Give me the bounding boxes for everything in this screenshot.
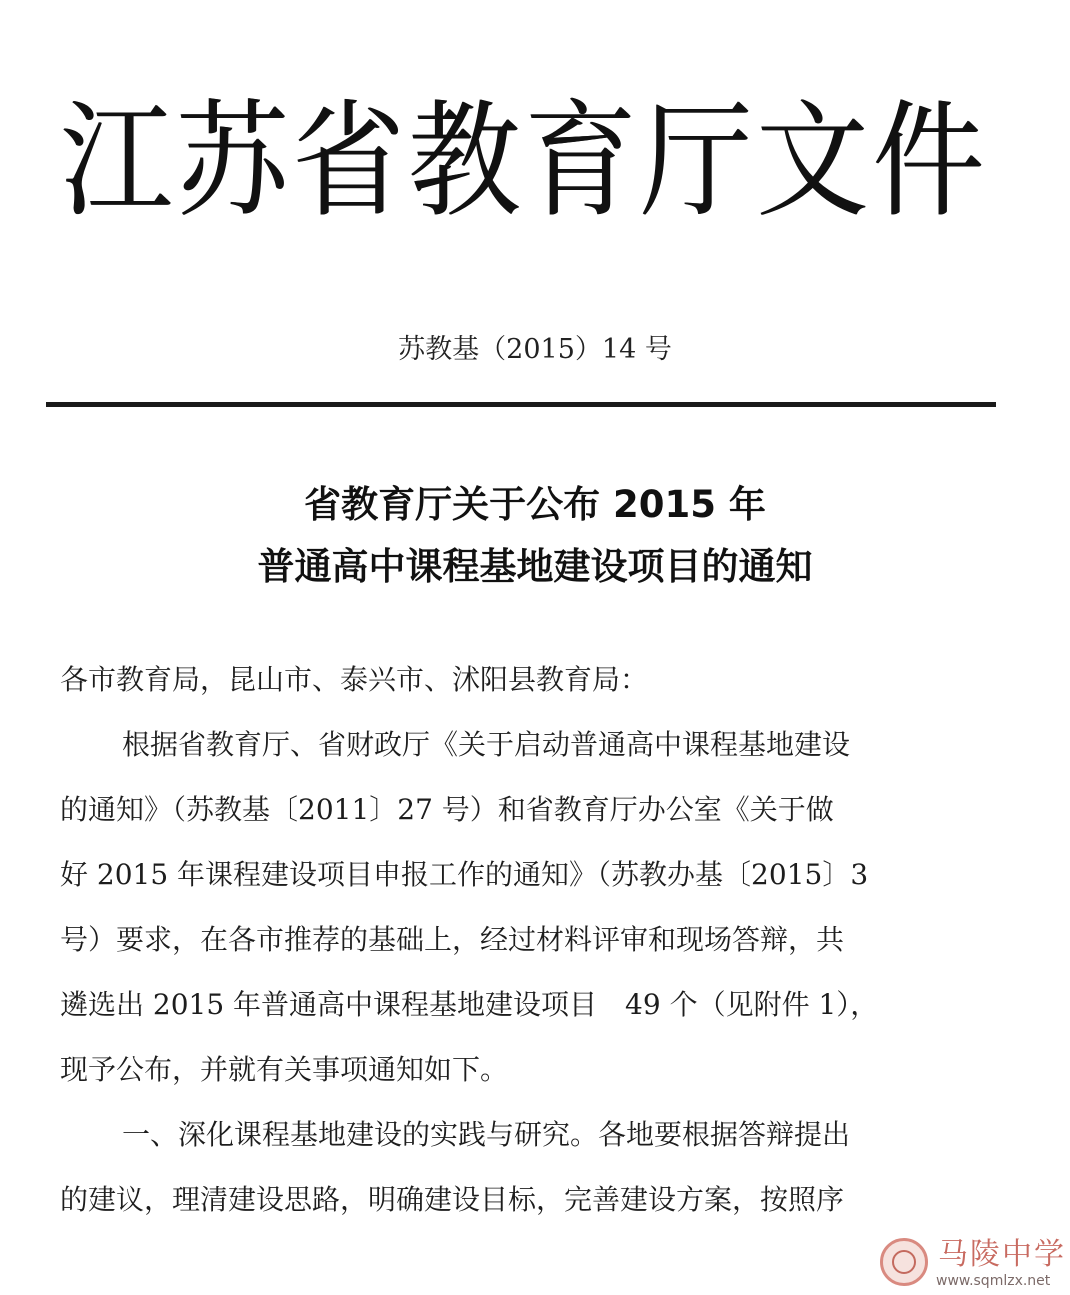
body-line: 好 2015 年课程建设项目申报工作的通知》（苏教办基〔2015〕3 — [60, 858, 869, 891]
notice-title-line-2: 普通高中课程基地建设项目的通知 — [257, 545, 813, 588]
body-line: 的建议，理清建设思路，明确建设目标，完善建设方案，按照序 — [60, 1183, 845, 1216]
notice-title-line-1: 省教育厅关于公布 2015 年 — [304, 483, 766, 526]
document-number: 苏教基（2015）14 号 — [398, 334, 672, 365]
body-line: 的通知》（苏教基〔2011〕27 号）和省教育厅办公室《关于做 — [60, 793, 834, 826]
body-line: 号）要求，在各市推荐的基础上，经过材料评审和现场答辩，共 — [60, 923, 845, 956]
body-line: 一、深化课程基地建设的实践与研究。各地要根据答辩提出 — [122, 1118, 851, 1151]
watermark-url: www.sqmlzx.net — [936, 1273, 1051, 1289]
site-watermark — [880, 1237, 1066, 1292]
watermark-school-name: 马陵中学 — [938, 1237, 1066, 1272]
body-line: 现予公布，并就有关事项通知如下。 — [60, 1053, 509, 1086]
issuing-authority-header: 江苏省教育厅文件 — [60, 89, 988, 235]
body-line: 遴选出 2015 年普通高中课程基地建设项目 49 个（见附件 1）， — [60, 988, 879, 1021]
school-seal-icon — [880, 1238, 928, 1286]
body-line: 根据省教育厅、省财政厅《关于启动普通高中课程基地建设 — [122, 728, 851, 761]
addressee-line: 各市教育局，昆山市、泰兴市、沭阳县教育局： — [60, 663, 649, 696]
header-divider — [46, 402, 996, 407]
